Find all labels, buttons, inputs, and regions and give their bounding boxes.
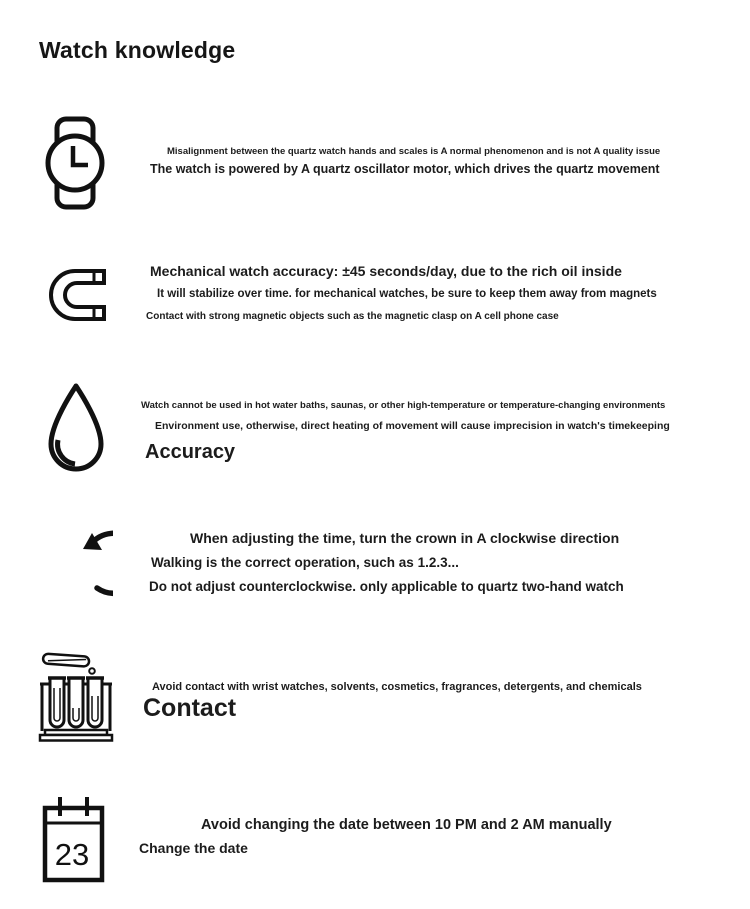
text-line: Avoid changing the date between 10 PM and 2 AM manually [201, 817, 612, 833]
water-drop-icon [42, 381, 110, 478]
section-heading-accuracy: Accuracy [145, 441, 236, 463]
text-line: Do not adjust counterclockwise. only applicable to quartz two-hand watch [149, 579, 624, 594]
text-line: Contact with strong magnetic objects such as the magnetic clasp on A cell phone case [146, 311, 559, 322]
text-line: Environment use, otherwise, direct heating of movement will cause imprecision in watch's timekeeping [155, 420, 670, 432]
clockwise-rotation-icon [38, 524, 113, 608]
text-line: Change the date [139, 840, 248, 856]
text-line: Avoid contact with wrist watches, solvents, cosmetics, fragrances, detergents, and chemicals [152, 681, 642, 693]
text-line: The watch is powered by A quartz oscillator motor, which drives the quartz movement [150, 162, 660, 176]
page-title: Watch knowledge [39, 37, 236, 63]
text-line: Mechanical watch accuracy: ±45 seconds/day, due to the rich oil inside [150, 263, 622, 279]
text-line: It will stabilize over time. for mechanical watches, be sure to keep them away from magnets [157, 288, 657, 300]
text-line: Walking is the correct operation, such as 1.2.3... [151, 555, 459, 570]
text-line: When adjusting the time, turn the crown in A clockwise direction [190, 530, 620, 546]
magnet-icon [47, 268, 107, 322]
text-line: Misalignment between the quartz watch hands and scales is A normal phenomenon and is not A quality issue [167, 146, 661, 157]
test-tubes-icon [37, 648, 115, 743]
calendar-day-number: 23 [54, 837, 90, 872]
wristwatch-icon [43, 116, 107, 210]
section-heading-contact: Contact [143, 694, 237, 722]
calendar-icon [40, 792, 107, 885]
text-line: Watch cannot be used in hot water baths, saunas, or other high-temperature or temperature-changing environments [141, 400, 666, 411]
